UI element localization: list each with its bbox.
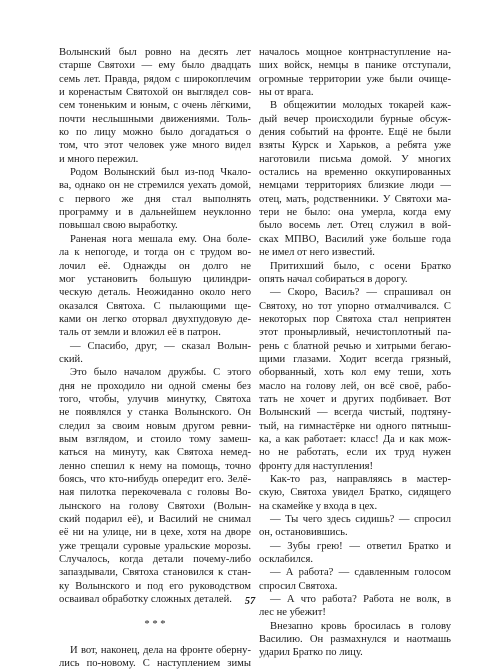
text-line: и коренастым Святохой он выглядел сов- [59, 87, 251, 99]
text-line: лынского на голову Святохи (Волын- [59, 500, 251, 512]
text-line: ударил Братко по лицу. [259, 647, 363, 659]
left-column [59, 46, 251, 670]
text-line: тый, на гимнастёрке ни одного пятныш- [259, 420, 451, 432]
text-line: он, остановившись. [259, 527, 348, 539]
text-line: огромные территории уже были очище- [259, 73, 451, 85]
text-line: было восемь лет. Отец служил в вой- [259, 220, 451, 232]
text-line: лись по-новому. С наступлением зимы [59, 658, 251, 670]
text-line: ная пилотка перекочевала с головы Во- [59, 487, 251, 499]
text-line: лес не убежит! [259, 607, 326, 619]
text-line: повышал свою выработку. [59, 220, 178, 232]
text-line: каться на минуту, как Святоха немед- [59, 447, 251, 459]
text-line: В общежитии молодых токарей каж- [270, 100, 451, 112]
text-line: ленно спешил к нему на помощь, точно [59, 460, 251, 472]
text-line: дения событий на фронте. Ещё не были [259, 127, 451, 139]
text-line: Это было началом дружбы. С этого [70, 367, 251, 379]
text-line: взяты Курск и Харьков, а ребята уже [259, 140, 451, 152]
text-line: Случалось, когда детали почему-либо [59, 554, 251, 566]
text-line: уже трещали суровые уральские морозы. [59, 540, 251, 552]
text-line: оборванный, хоть кол ему теши, хоть [259, 367, 451, 379]
text-line: наготовили письма домой. У многих [259, 153, 451, 165]
text-line: Родом Волынский был из-под Чкало- [70, 167, 251, 179]
text-line: с первого же дня стал выполнять [59, 193, 251, 205]
section-gap [59, 632, 251, 644]
text-line: ших войск, немцы в панике отступали, [259, 60, 451, 72]
text-line: масло на голову лей, он всё своё, рабо- [259, 380, 451, 392]
text-line: Святоху, но тот упорно отмалчивался. С [259, 300, 451, 312]
text-line: таль от земли и вложил её в патрон. [59, 327, 221, 339]
text-line: боясь, что кто-нибудь опередит его. Зелё- [59, 474, 251, 485]
text-line: — Скоро, Васиљ? — спрашивал он [270, 287, 451, 299]
text-line: того, чтобы, улучив минутку, Святоха [59, 393, 251, 405]
text-line: Раненая нога мешала ему. Она боле- [70, 233, 251, 245]
text-line: семь лет. Правда, рядом с широкоплечим [59, 73, 251, 85]
text-line: ла к непогоде, и тогда он с трудом во- [59, 247, 251, 259]
text-line: — Зубы грею! — ответил Братко и [270, 540, 451, 552]
text-line: немцами территориях близкие люди — [259, 180, 451, 192]
text-line: И вот, наконец, дела на фронте оберну- [70, 644, 251, 656]
text-line: дня не проходило ни одной смены без [59, 380, 251, 392]
text-line: фронту для наступления! [259, 460, 374, 472]
text-line: не появлялся у станка Волынского. Он [59, 407, 251, 419]
text-line: ко по лицу можно было догадаться о [59, 127, 251, 139]
text-line: Волынский — всегда чистый, подтяну- [259, 407, 451, 419]
text-line: — А что работа? Работа не волк, в [270, 594, 451, 606]
text-line: отец, мать, родственники. У Святохи ма- [259, 193, 451, 205]
text-line: осваивал обработку сложных деталей. [59, 594, 232, 606]
text-line: не имел от него известий. [259, 247, 375, 259]
text-line: остались на временно оккупированных [259, 167, 451, 179]
text-line: этот пронырливый, нечистоплотный па- [259, 327, 451, 339]
text-line: осклабился. [259, 554, 313, 566]
text-line: на скамейке у входа в цех. [259, 500, 378, 512]
text-line: том, что этот человек уже много видел [59, 140, 251, 152]
text-line: вым взглядом, и стоило тому замеш- [59, 433, 251, 445]
text-line: ками он легко оторвал двухпудовую де- [59, 313, 251, 325]
text-line: лочил её. Однажды он долго не [59, 260, 251, 272]
text-line: Притихший было, с осени Братко [270, 260, 451, 272]
text-line: её ни на улице, ни в цехе, хотя на дворе [59, 527, 251, 539]
text-line: сках МПВО, Василий уже больше года [259, 233, 451, 245]
text-line: но не работать, если их труд нужен [259, 447, 451, 459]
text-line: Внезапно кровь бросилась в голову [270, 620, 451, 632]
text-line: ка, а как работает: класс! Да и как мож- [259, 433, 451, 445]
text-line: тери не было: она умерла, когда ему [259, 207, 451, 219]
text-line: — Спасибо, друг, — сказал Волын- [70, 340, 251, 352]
text-line: некоторых пор Святоха стал неприятен [259, 313, 451, 325]
text-line: ны от врага. [259, 87, 314, 99]
text-line: ку Волынского и под его руководством [59, 580, 251, 592]
text-line: оказался Святоха. С пылающими ще- [59, 300, 251, 312]
text-line: мог установить большую цилиндри- [59, 273, 251, 285]
text-line: тать не хочет и других подбивает. Вот [259, 393, 451, 405]
text-line: — А работа? — сдавленным голосом [270, 567, 451, 579]
text-line: следил за своим новым другом ревни- [59, 420, 251, 432]
text-line: — Ты чего здесь сидишь? — спросил [270, 514, 451, 526]
text-line: ский. [59, 353, 83, 365]
text-line: спросил Святоха. [259, 580, 338, 592]
right-column [259, 46, 451, 660]
text-line: почти неслышными движениями. Толь- [59, 113, 251, 125]
text-line: скую, Святоха увидел Братко, сидящего [259, 487, 451, 499]
text-line: и много пережил. [59, 153, 139, 165]
text-line: Как-то раз, направляясь в мастер- [270, 474, 451, 485]
text-line: старше Святохи — ему было двадцать [59, 60, 251, 72]
text-line: началось мощное контрнаступление на- [259, 47, 451, 58]
text-line: Василию. Он размахнулся и наотмашь [259, 634, 451, 646]
text-line: ский подарил её), и Василий не снимал [59, 514, 251, 526]
section-divider: * * * [144, 619, 166, 631]
text-line: рень с блатной речью и хитрыми бегаю- [259, 340, 451, 352]
text-line: запаздывали, Святоха становился к стан- [59, 567, 251, 579]
section-gap [59, 606, 251, 618]
page-number: 57 [244, 596, 256, 607]
text-line: программу и в дальнейшем неуклонно [59, 207, 251, 219]
text-line: Волынский был ровно на десять лет [59, 47, 251, 58]
text-line: сем тоненьким и юным, с очень лёгкими, [59, 100, 251, 112]
text-line: ва, однако он не стремился уехать домой, [59, 180, 251, 192]
text-line: опять начал собираться в дорогу. [259, 273, 408, 285]
text-line: ческую деталь. Неожиданно около него [59, 287, 251, 299]
text-line: щими глазами. Ходит всегда грязный, [259, 353, 451, 365]
text-line: дый вечер происходили бурные обсуж- [259, 113, 451, 125]
